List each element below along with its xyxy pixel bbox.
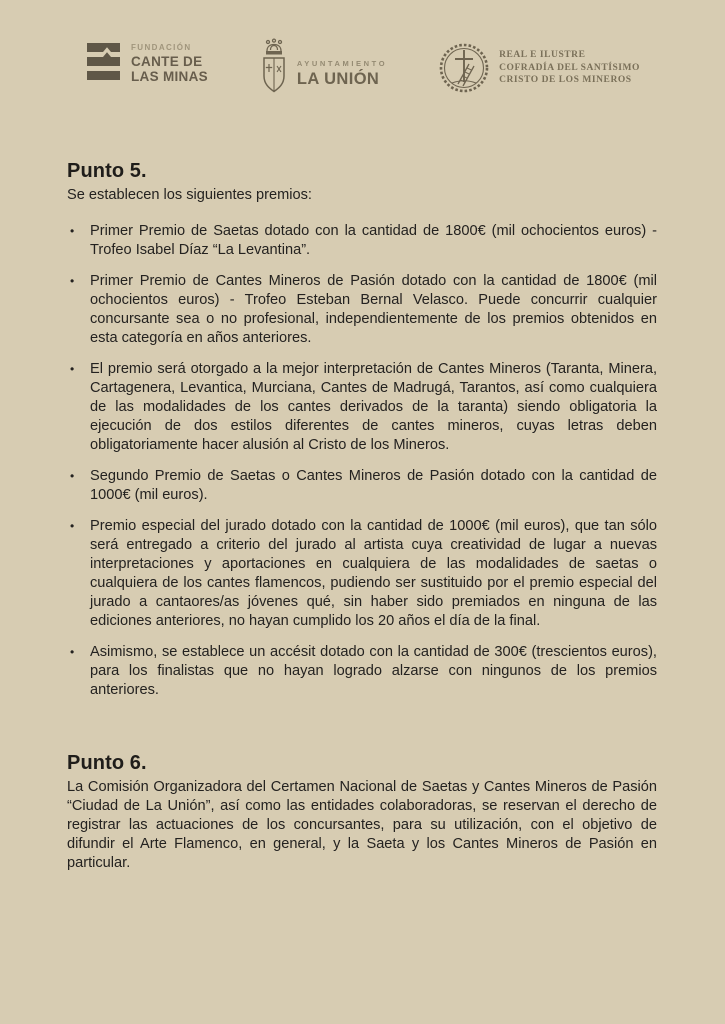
bullet-icon: • <box>70 224 75 238</box>
fundacion-logo-text <box>131 43 208 84</box>
punto-5-intro: Se establecen los siguientes premios: <box>67 187 312 203</box>
header-logos <box>84 42 640 96</box>
la-union-title: LA UNIÓN <box>296 70 380 88</box>
punto-6-body: La Comisión Organizadora del Certamen Nacional de Saetas y Cantes Mineros de Pasión “Ciudad de La Unión”, así como las entidades colaboradoras, se reservan el derecho de registrar las actuaciones de los concursantes, para su utilización, con el objetivo de difundir el Arte Flamenco, en general, y la Saeta y los Cantes Mineros de Pasión en particular. <box>67 779 657 871</box>
cofradia-logo-text <box>499 49 640 87</box>
la-union-logo-text <box>297 59 387 89</box>
prize-item-1 <box>67 222 657 260</box>
bullet-icon: • <box>70 519 75 533</box>
punto-5-title: Punto 5. <box>67 160 147 182</box>
prize-item-6-text: Asimismo, se establece un accésit dotado con la cantidad de 300€ (trescientos euros), para los finalistas que no hayan logrado alzarse con ningunos de los premios anteriores. <box>90 644 657 698</box>
prize-item-5 <box>67 517 657 631</box>
prize-item-2-text: Primer Premio de Cantes Mineros de Pasión dotado con la cantidad de 1800€ (mil ochocientos euros) - Trofeo Esteban Bernal Velasco. Puede concurrir cualquier concursante sea o no profesional, independientemente de los premios obtenidos en esta categoría en años anteriores. <box>90 273 657 346</box>
prize-item-4-text: Segundo Premio de Saetas o Cantes Mineros de Pasión dotado con la cantidad de 1000€ (mil euros). <box>90 468 657 503</box>
cofradia-line1: REAL E ILUSTRE <box>499 50 586 61</box>
prize-list <box>67 222 657 700</box>
fundacion-title-line1: CANTE DE <box>131 53 203 69</box>
prize-item-2 <box>67 272 657 348</box>
fundacion-title-line2: LAS MINAS <box>131 68 208 84</box>
cofradia-seal-icon <box>438 42 490 94</box>
prize-item-4 <box>67 467 657 505</box>
logo-ayuntamiento-la-union <box>259 38 387 96</box>
cofradia-line2: COFRADÍA DEL SANTÍSIMO <box>499 62 640 73</box>
section-punto-5 <box>67 160 657 712</box>
bullet-icon: • <box>70 469 75 483</box>
la-union-supertitle: AYUNTAMIENTO <box>296 59 388 68</box>
prize-item-3-text: El premio será otorgado a la mejor interpretación de Cantes Mineros (Taranta, Minera, Cartagenera, Levantica, Murciana, Cantes de Madrugá, Tarantos, así como cualquiera de las modalidades de los cantes derivados de la taranta) siendo obligatoria la ejecución de dos estilos diferentes de cantes mineros, cuyas letras deben obligatoriamente hacer alusión al Cristo de los Mineros. <box>90 361 657 453</box>
cofradia-line3: CRISTO DE LOS MINEROS <box>499 75 632 86</box>
prize-item-3 <box>67 360 657 455</box>
bullet-icon: • <box>70 645 75 659</box>
punto-6-title: Punto 6. <box>67 752 147 774</box>
cante-de-las-minas-mark-icon <box>84 42 122 84</box>
la-union-coat-of-arms-icon <box>259 38 289 96</box>
logo-cofradia-cristo-mineros <box>438 42 640 94</box>
prize-item-6 <box>67 643 657 700</box>
prize-item-5-text: Premio especial del jurado dotado con la cantidad de 1000€ (mil euros), que tan sólo será entregado a criterio del jurado al artista cuya creatividad de lugar a nuevas interpretaciones y aportaciones en cualquiera de las modalidades de saetas o cualquiera de los cantes flamencos, pudiendo ser sustituido por el premio especial del jurado a cantaores/as jóvenes qué, sin haber sido premiados en ninguna de las ediciones anteriores, no hayan cumplido los 20 años el día de la final. <box>90 518 657 629</box>
logo-fundacion-cante-de-las-minas <box>84 42 208 84</box>
section-punto-6 <box>67 752 657 873</box>
prize-item-1-text: Primer Premio de Saetas dotado con la cantidad de 1800€ (mil ochocientos euros) - Trofeo Isabel Díaz “La Levantina”. <box>90 223 657 258</box>
bullet-icon: • <box>70 362 75 376</box>
bullet-icon: • <box>70 274 75 288</box>
fundacion-supertitle: FUNDACIÓN <box>131 42 192 52</box>
